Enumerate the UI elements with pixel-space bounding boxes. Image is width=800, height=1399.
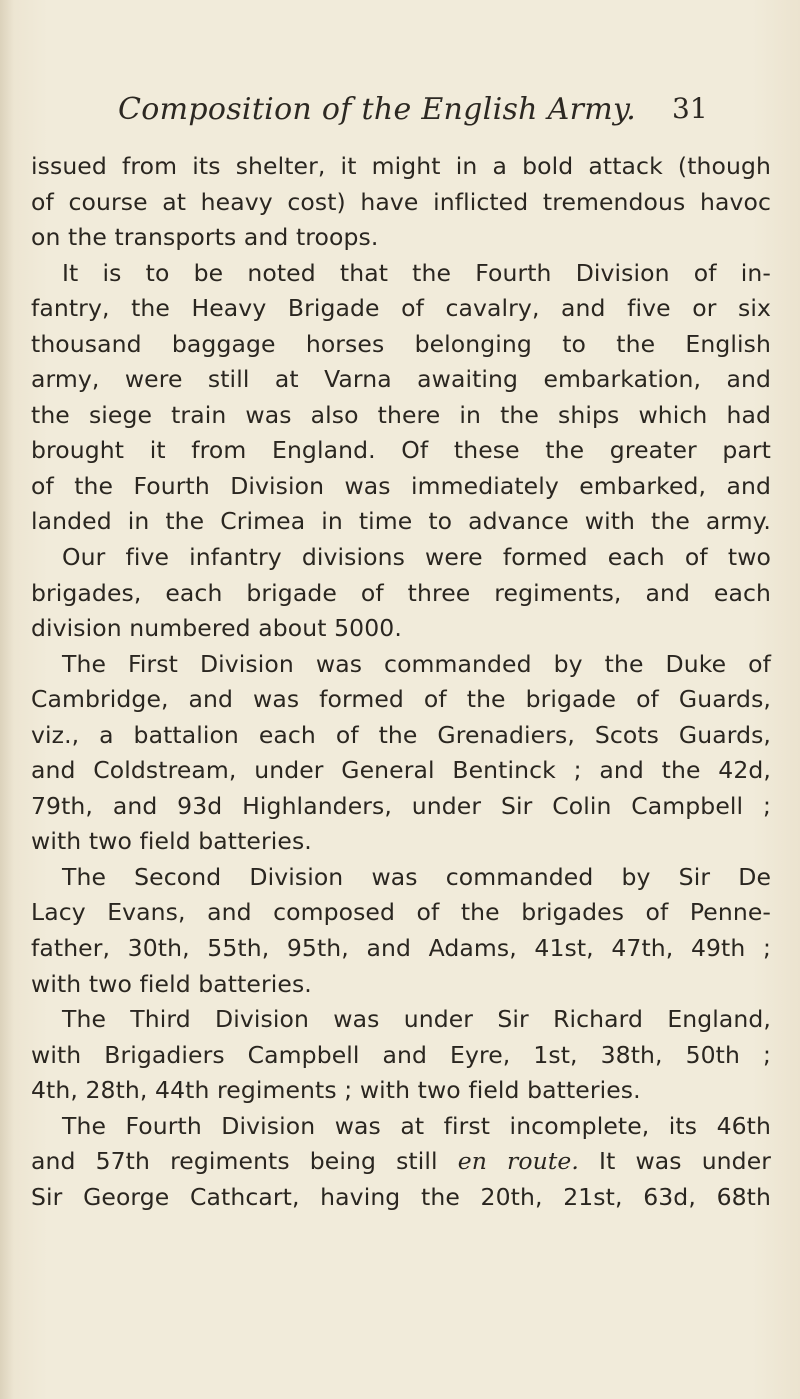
text-line: issued from its shelter, it might in a bold attack (though (31, 152, 771, 180)
text-line: viz., a battalion each of the Grenadiers, Scots Guards, (31, 720, 771, 749)
running-title: Composition of the English Army. (118, 92, 637, 127)
text-line: 4th, 28th, 44th regiments ; with two field batteries. (31, 1076, 641, 1105)
text-line: of the Fourth Division was immediately embarked, and (31, 471, 771, 500)
text-line: with two field batteries. (31, 827, 312, 856)
text-line: the siege train was also there in the ships which had (31, 400, 771, 429)
text-line: Our five infantry divisions were formed each of two (62, 543, 771, 572)
text-line: The First Division was commanded by the Duke of (62, 649, 771, 678)
text-line: Sir George Cathcart, having the 20th, 21st, 63d, 68th (31, 1182, 771, 1211)
page-edge-shadow (0, 0, 14, 1399)
text-line: with Brigadiers Campbell and Eyre, 1st, 38th, 50th ; (31, 1040, 771, 1069)
text-line: army, were still at Varna awaiting embarkation, and (31, 365, 771, 394)
text-line: brought it from England. Of these the greater part (31, 436, 771, 465)
text-line: on the transports and troops. (31, 223, 379, 252)
text-line: fantry, the Heavy Brigade of cavalry, and five or six (31, 294, 771, 323)
text-line (31, 1144, 771, 1180)
body-text (31, 149, 771, 1215)
running-head (0, 92, 800, 132)
text-line: with two field batteries. (31, 969, 312, 998)
text-line: 79th, and 93d Highlanders, under Sir Colin Campbell ; (31, 791, 771, 820)
text-line: It is to be noted that the Fourth Division of in- (62, 258, 771, 287)
page-number: 31 (672, 92, 708, 125)
text-line: and Coldstream, under General Bentinck ; and the 42d, (31, 756, 771, 785)
text-line: Lacy Evans, and composed of the brigades of Penne- (31, 898, 771, 927)
text-line: The Fourth Division was at first incomplete, its 46th (62, 1111, 771, 1140)
text-line: landed in the Crimea in time to advance with the army. (31, 507, 771, 536)
text-line: Cambridge, and was formed of the brigade of Guards, (31, 685, 771, 714)
text-line: The Second Division was commanded by Sir De (62, 862, 771, 891)
text-line: father, 30th, 55th, 95th, and Adams, 41st, 47th, 49th ; (31, 934, 771, 963)
text-line: brigades, each brigade of three regiments, and each (31, 578, 771, 607)
text-segment: It was under (578, 1147, 772, 1176)
text-line: division numbered about 5000. (31, 614, 402, 643)
text-segment: and 57th regiments being still (31, 1147, 458, 1176)
text-line: thousand baggage horses belonging to the English (31, 329, 771, 358)
text-line: The Third Division was under Sir Richard England, (62, 1005, 771, 1034)
text-line: of course at heavy cost) have inflicted tremendous havoc (31, 187, 771, 216)
italic-phrase: en route. (457, 1147, 579, 1176)
